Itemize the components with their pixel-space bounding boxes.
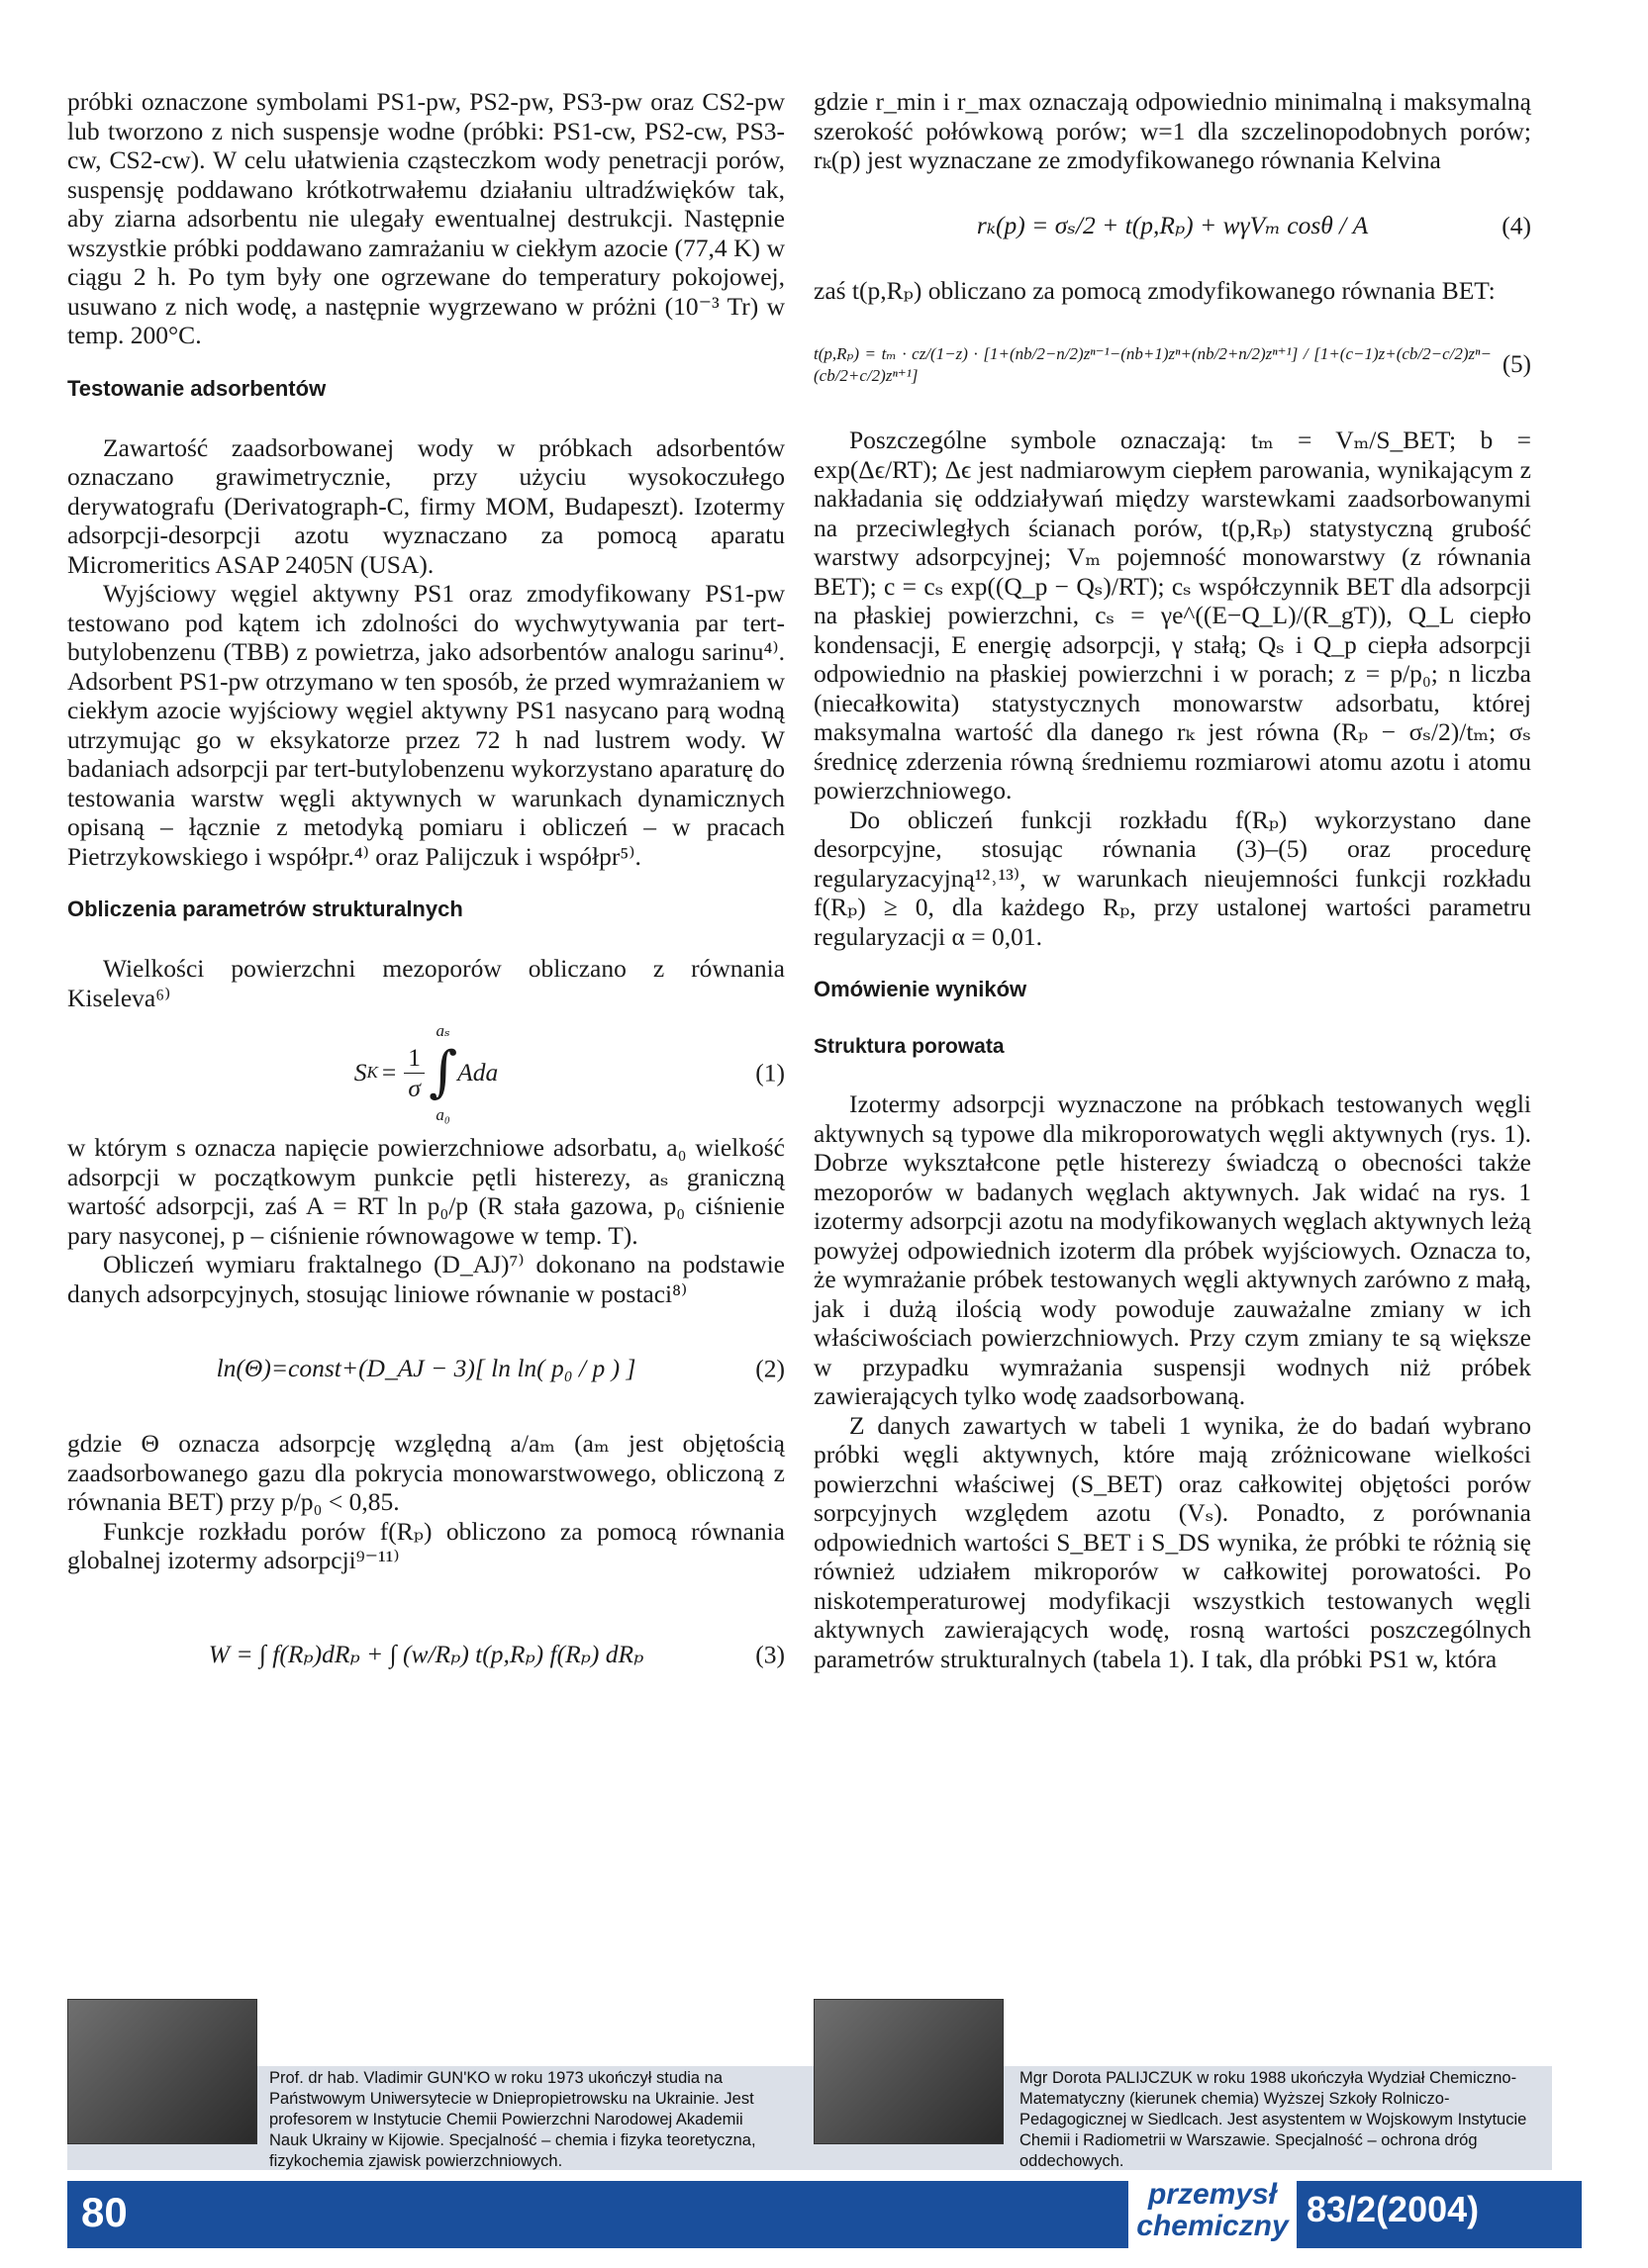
- paragraph: Izotermy adsorpcji wyznaczone na próbkach testowanych węgli aktywnych są typowe dla mikroporowatych węgli aktywnych (rys. 1). Dobrze wykształcone pętle histerezy świadczą o obecności także mezoporów w badanych węglach aktywnych. Jak widać na rys. 1 izotermy adsorpcji azotu na modyfikowanych węglach aktywnych leżą powyżej odpowiednich izoterm dla próbek wyjściowych. Oznacza to, że wymrażanie próbek testowanych węgli aktywnych zarówno z małą, jak i dużą ilością wody powoduje zauważalne zmiany w ich właściwościach powierzchniowych. Przy czym zmiany te są większe w przypadku wymrażania suspensji wodnych niż próbek zawierających tylko wodę zaadsorbowaną.: [814, 1089, 1531, 1410]
- equation-3: W = ∫ f(Rₚ)dRₚ + ∫ (w/Rₚ) t(p,Rₚ) f(Rₚ) dRₚ (3): [208, 1639, 785, 1668]
- page-number: 80: [81, 2189, 128, 2235]
- section-heading-calculations: Obliczenia parametrów strukturalnych: [67, 897, 463, 921]
- paragraph: Zawartość zaadsorbowanej wody w próbkach adsorbentów oznaczano grawimetrycznie, przy użyciu wysokoczułego derywatografu (Derivatograph-C, firmy MOM, Budapeszt). Izotermy adsorpcji-desorpcji azotu wyznaczano za pomocą aparatu Micromeritics ASAP 2405N (USA).: [67, 432, 785, 579]
- equation-4: rₖ(p) = σₛ/2 + t(p,Rₚ) + wγVₘ cosθ / A (4): [976, 210, 1531, 239]
- author-photo: [814, 1999, 1004, 2144]
- author-bio: Mgr Dorota PALIJCZUK w roku 1988 ukończyła Wydział Chemiczno-Matematyczny (kierunek chemia) Wyższej Szkoły Rolniczo-Pedagogicznej w Siedlcach. Jest asystentem w Wojskowym Instytucie Chemii i Radiometrii w Warszawie. Specjalność – ochrona dróg oddechowych.: [1019, 2069, 1527, 2170]
- paragraph: Obliczeń wymiaru fraktalnego (D_AJ)⁷⁾ dokonano na podstawie danych adsorpcyjnych, stosując liniowe równanie w postaci⁸⁾: [67, 1250, 785, 1308]
- paragraph: Wielkości powierzchni mezoporów obliczano z równania Kiseleva⁶⁾: [67, 954, 785, 1012]
- paragraph: w którym s oznacza napięcie powierzchniowe adsorbatu, a₀ wielkość adsorpcji w początkowym punkcie pętli histerezy, aₛ graniczną wartość adsorpcji, zaś A = RT ln p₀/p (R stała gazowa, p₀ ciśnienie pary nasyconej, p – ciśnienie równowagowe w temp. T).: [67, 1133, 785, 1250]
- issue-number: 83/2(2004): [1307, 2189, 1480, 2229]
- paragraph: Funkcje rozkładu porów f(Rₚ) obliczono za pomocą równania globalnej izotermy adsorpcji⁹⁻¹¹⁾: [67, 1516, 785, 1574]
- paragraph: Poszczególne symbole oznaczają: tₘ = Vₘ/S_BET; b = exp(Δϵ/RT); Δϵ jest nadmiarowym ciepłem parowania, wynikającym z nakładania się oddziaływań między warstewkami zaadsorbowanymi na przeciwległych ścianach porów, t(p,Rₚ) statystyczną grubość warstwy adsorpcyjnej; Vₘ pojemność monowarstwy (z równania BET); c = cₛ exp((Q_p − Qₛ)/RT); cₛ współczynnik BET dla adsorpcji na płaskiej powierzchni, cₛ = γe^((E−Q_L)/(R_gT)), Q_L ciepło kondensacji, E energię adsorpcji, γ stałą; Qₛ i Q_p ciepła adsorpcji odpowiednio na płaskiej powierzchni i w porach; z = p/p₀; n liczba (niecałkowita) statystycznych monowarstw adsorbatu, której maksymalna wartość dla danego rₖ jest równa (Rₚ − σₛ/2)/tₘ; σₛ średnicę zderzenia równą średniemu rozmiarowi atomu azotu i atomu powierzchniowego.: [814, 425, 1531, 804]
- equation-2: ln(Θ)=const+(D_AJ − 3)[ ln ln( p₀ / p ) ] (2): [216, 1354, 785, 1383]
- paragraph: gdzie r_min i r_max oznaczają odpowiednio minimalną i maksymalną szerokość połówkową porów; w=1 dla szczelinopodobnych porów; rₖ(p) jest wyznaczane ze zmodyfikowanego równania Kelvina: [814, 87, 1531, 174]
- section-heading-results: Omówienie wyników: [814, 977, 1027, 1001]
- equation-1: S K = $\frac{1}{\sigma}$ aₛ ∫ a₀ Ada (1): [353, 1020, 785, 1124]
- paragraph: Z danych zawartych w tabeli 1 wynika, że do badań wybrano próbki węgli aktywnych, które mają zróżnicowane wielkości powierzchni właściwej (S_BET) oraz całkowitej objętości porów sorpcyjnych względem azotu (Vₛ). Ponadto, z porównania odpowiednich wartości S_BET i S_DS wynika, że próbki te różnią się również udziałem mikroporów w całkowitej porowatości. Po niskotemperaturowej modyfikacji wszystkich testowanych węgli aktywnych zawierających wodę, rosną wartości poszczególnych parametrów strukturalnych (tabela 1). I tak, dla próbki PS1 w, która: [814, 1410, 1531, 1673]
- equation-5: t(p,Rₚ) = tₘ · cz/(1−z) · [1+(nb/2−n/2)zⁿ⁻¹−(nb+1)zⁿ+(nb/2+n/2)zⁿ⁺¹] / [1+(c−1)z+(cb/2−c/2)zⁿ−(cb/2+c/2)zⁿ⁺¹] (5): [814, 344, 1531, 385]
- right-column: [814, 87, 1531, 1673]
- author-bio: Prof. dr hab. Vladimir GUN'KO w roku 1973 ukończył studia na Państwowym Uniwersytecie w Dniepropietrowsku na Ukrainie. Jest profesorem w Instytucie Chemii Powierzchni Narodowej Akademii Nauk Ukrainy w Kijowie. Specjalność – chemia i fizyka teoretyczna, fizykochemia zjawisk powierzchniowych.: [269, 2069, 756, 2170]
- author-photo: [67, 1999, 257, 2144]
- left-column: [67, 87, 785, 1720]
- journal-logo: przemysł chemiczny: [1128, 2173, 1297, 2250]
- paragraph: próbki oznaczone symbolami PS1-pw, PS2-pw, PS3-pw oraz CS2-pw lub tworzono z nich suspensje wodne (próbki: PS1-cw, PS2-cw, PS3-cw, CS2-cw). W celu ułatwienia cząsteczkom wody penetracji porów, suspensję poddawano krótkotrwałemu działaniu ultradźwięków tak, aby ziarna adsorbentu nie ulegały ewentualnej destrukcji. Następnie wszystkie próbki poddawano zamrażaniu w ciekłym azocie (77,4 K) w ciągu 2 h. Po tym były one ogrzewane do temperatury pokojowej, usuwano z nich wodę, a następnie wygrzewano w próżni (10⁻³ Tr) w temp. 200°C.: [67, 87, 785, 349]
- paragraph: zaś t(p,Rₚ) obliczano za pomocą zmodyfikowanego równania BET:: [814, 275, 1496, 305]
- paragraph: Wyjściowy węgiel aktywny PS1 oraz zmodyfikowany PS1-pw testowano pod kątem ich zdolności do wychwytywania par tert-butylobenzenu (TBB) z powietrza, jako adsorbentów analogu sarinu⁴⁾. Adsorbent PS1-pw otrzymano w ten sposób, że przed wymrażaniem w ciekłym azocie wyjściowy węgiel aktywny PS1 nasycano parą wodną utrzymując go w eksykatorze przez 72 h nad lustrem wody. W badaniach adsorpcji par tert-butylobenzenu wykorzystano aparaturę do testowania warstw węgli aktywnych w warunkach dynamicznych opisaną – łącznie z metodyką pomiaru i obliczeń – w pracach Pietrzykowskiego i współpr.⁴⁾ oraz Palijczuk i współpr⁵⁾.: [67, 579, 785, 871]
- paragraph: Do obliczeń funkcji rozkładu f(Rₚ) wykorzystano dane desorpcyjne, stosując równania (3)–(5) oraz procedurę regularyzacyjną¹²˒¹³⁾, w warunkach nieujemności funkcji rozkładu f(Rₚ) ≥ 0, dla każdego Rₚ, przy ustalonej wartości parametru regularyzacji α = 0,01.: [814, 804, 1531, 951]
- section-heading-testing: Testowanie adsorbentów: [67, 375, 327, 401]
- subsection-heading-structure: Struktura porowata: [814, 1035, 1005, 1058]
- paragraph: gdzie Θ oznacza adsorpcję względną a/aₘ (aₘ jest objętością zaadsorbowanego gazu dla pokrycia monowarstwowego, obliczoną z równania BET) przy p/p₀ < 0,85.: [67, 1429, 785, 1516]
